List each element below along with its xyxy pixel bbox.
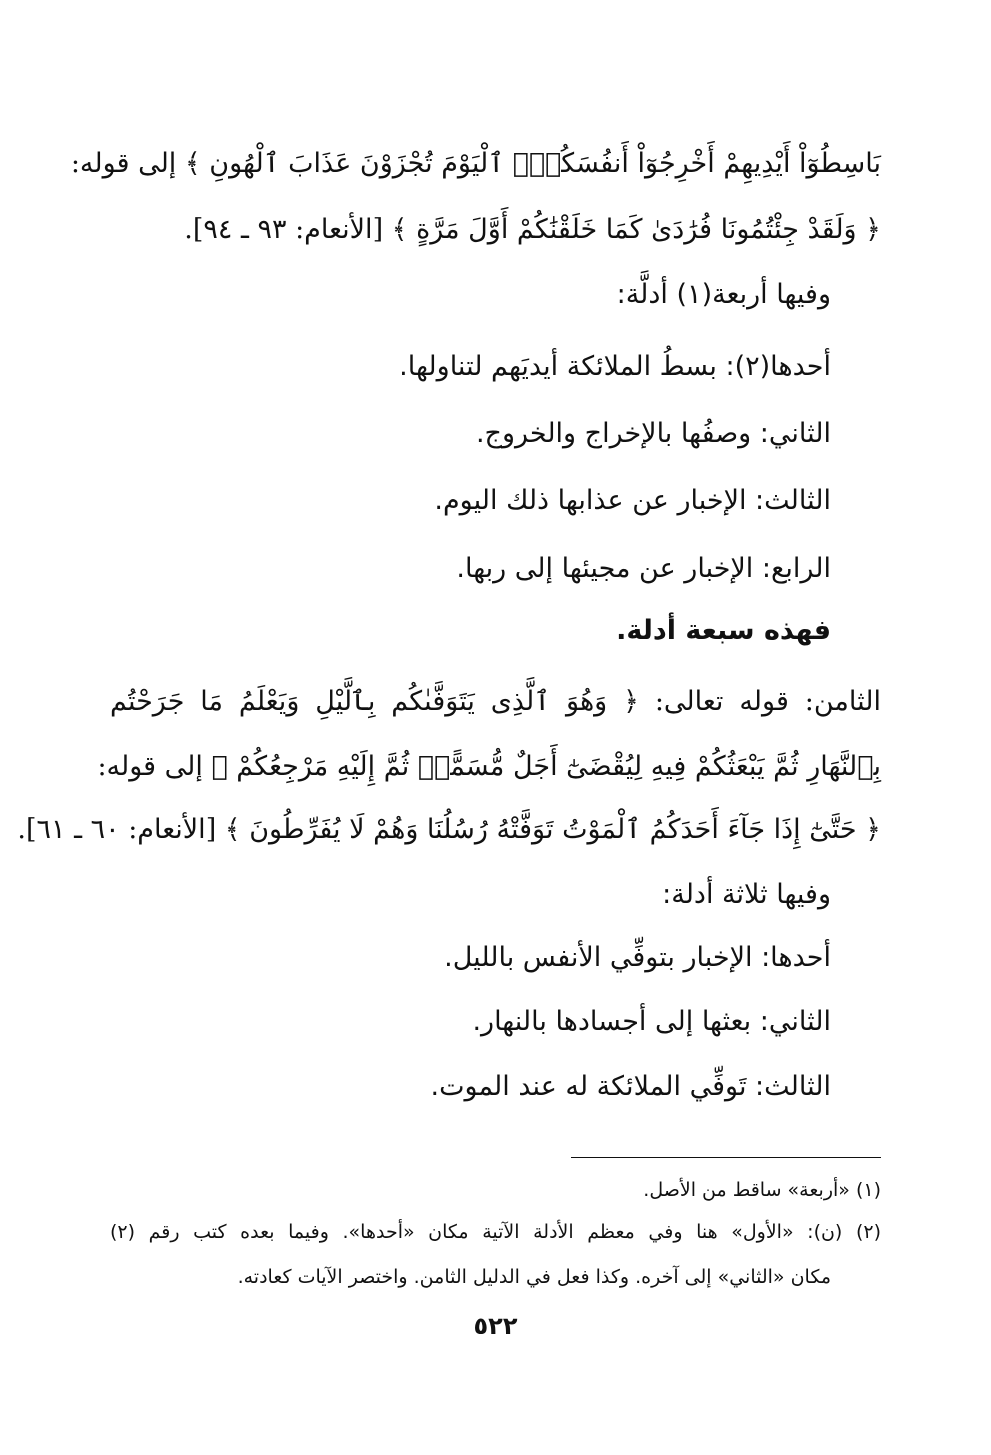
text-line-6: الثالث: الإخبار عن عذابها ذلك اليوم. (434, 485, 831, 516)
text-line-9: الثامن: قوله تعالى: ﴿ وَهُوَ ٱلَّذِى يَتَوَفَّىٰكُم بِٱلَّيْلِ وَيَعْلَمُ مَا جَرَحْتُم (110, 686, 881, 717)
text-line-11: ﴿ حَتَّىٰٓ إِذَا جَآءَ أَحَدَكُمُ ٱلْمَوْتُ تَوَفَّتْهُ رُسُلُنَا وَهُمْ لَا يُفَرِّطُونَ ﴾ [الأنعام: ٦٠ ـ ٦١]. (17, 814, 881, 845)
text-line-13: أحدها: الإخبار بتوفِّي الأنفس بالليل. (444, 942, 831, 973)
text-line-5: الثاني: وصفُها بالإخراج والخروج. (475, 418, 831, 449)
page-number: ٥٢٢ (473, 1312, 518, 1340)
text-line-15: الثالث: تَوفِّي الملائكة له عند الموت. (430, 1071, 831, 1102)
footnote-2-continuation: مكان «الثاني» إلى آخره. وكذا فعل في الدليل الثامن. واختصر الآيات كعادته. (237, 1266, 831, 1288)
text-line-3: وفيها أربعة(١) أدلَّة: (616, 279, 831, 310)
text-line-1: بَاسِطُوٓاْ أَيْدِيهِمْ أَخْرِجُوٓاْ أَنفُسَكُمُۖ ٱلْيَوْمَ تُجْزَوْنَ عَذَابَ ٱلْهُونِ ﴾ إلى قوله: (70, 148, 881, 179)
text-line-14: الثاني: بعثها إلى أجسادها بالنهار. (472, 1006, 831, 1037)
text-line-12: وفيها ثلاثة أدلة: (662, 879, 831, 910)
text-line-4: أحدها(٢): بسطُ الملائكة أيديَهم لتناولها. (399, 351, 831, 382)
footnote-1: (١) «أربعة» ساقط من الأصل. (643, 1179, 881, 1201)
text-line-7: الرابع: الإخبار عن مجيئها إلى ربها. (456, 553, 831, 584)
text-line-2: ﴿ وَلَقَدْ جِئْتُمُونَا فُرَٰدَىٰ كَمَا خَلَقْنَٰكُمْ أَوَّلَ مَرَّةٍ ﴾ [الأنعام: ٩٣ ـ ٩٤]. (184, 214, 881, 245)
summary-heading: فهذه سبعة أدلة. (616, 615, 831, 646)
footnote-2: (٢) (ن): «الأول» هنا وفي معظم الأدلة الآتية مكان «أحدها». وفيما بعده كتب رقم (٢) (110, 1221, 881, 1243)
text-line-10: بِٱلنَّهَارِ ثُمَّ يَبْعَثُكُمْ فِيهِ لِيُقْضَىٰٓ أَجَلٌ مُّسَمًّىۖ ثُمَّ إِلَيْهِ مَرْجِعُكُمْ ﴾ إلى قوله: (97, 751, 881, 782)
footnote-divider (571, 1157, 881, 1158)
